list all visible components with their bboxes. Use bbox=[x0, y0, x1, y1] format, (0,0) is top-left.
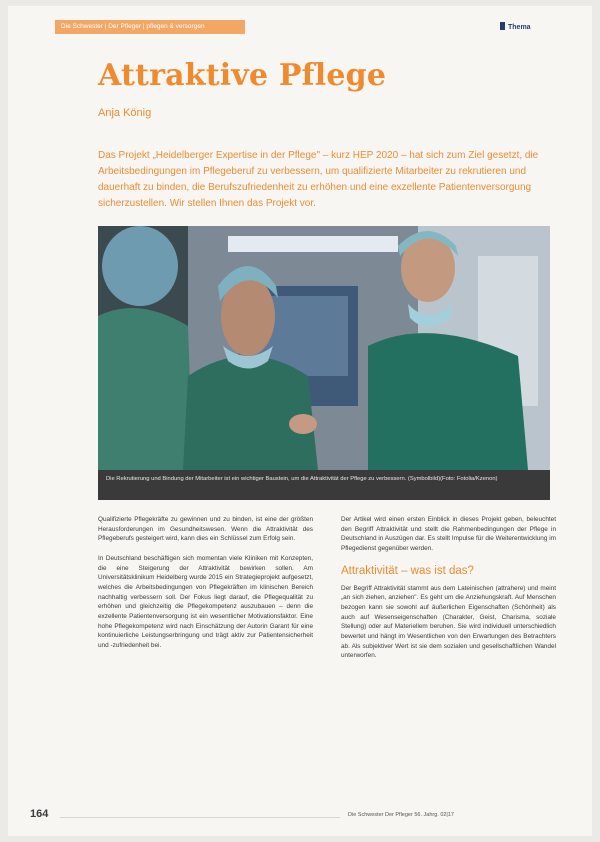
footer-divider bbox=[60, 817, 340, 818]
theme-label: Thema bbox=[508, 24, 531, 31]
surgeons-photo-illustration bbox=[98, 226, 550, 470]
paragraph: Qualifizierte Pflegekräfte zu gewinnen und zu binden, ist eine der größten Herausforderungen im Gesundheitswesen. Wenn die Attraktivität des Pflegeberufs gesteigert wird, kann dies ein Schlüssel zum Erfolg sein. bbox=[98, 516, 313, 543]
article-photo bbox=[98, 226, 550, 470]
footer-reference: Die Schwester Der Pfleger 56. Jahrg. 02|17 bbox=[348, 812, 454, 818]
paragraph: Der Begriff Attraktivität stammt aus dem Lateinischen (attrahere) und meint „an sich ziehen, anziehen". Es geht um die Anziehungskraft. Auf Menschen bezogen kann sie sowohl auf äußerlichen Eigenschaften (Schönheit) als auch auf Wesenseigenschaften (Charakter, Geist, Charisma, soziale Stellung) oder auf Materiellem beruhen. Sie wird individuell unterschiedlich bewertet und hängt im Wesentlichen von den Erwartungen des Betrachters ab. Als subjektiver Wert ist sie dem sozialen und gesellschaftlichen Wandel unterworfen. bbox=[341, 584, 556, 660]
paragraph: In Deutschland beschäftigen sich momentan viele Kliniken mit Konzepten, die eine Steigerung der Attraktivität bewirken sollen. Am Universitätsklinikum Heidelberg wurde 2015 ein Strategieprojekt aufgesetzt, welches die Arbeitsbedingungen von Pflegekräften im klinischen Bereich nachhaltig verbessern soll. Der Fokus liegt darauf, die Pflegequalität zu erhöhen und gleichzeitig die Pflegekompetenz auszubauen – denn die exzellente Patientenversorgung ist ein wesentlicher Motivationsfaktor. Eine hohe Pflegekompetenz wird nach Einschätzung der Autorin Garant für eine kontinuierliche Leistungserbringung und trägt aktiv zur Patientensicherheit und -zufriedenheit bei. bbox=[98, 554, 313, 650]
article-lead: Das Projekt „Heidelberger Expertise in der Pflege" – kurz HEP 2020 – hat sich zum Ziel gesetzt, die Arbeitsbedingungen im Pflegeberuf zu verbessern, um qualifizierte Mitarbeiter zu rekrutieren und dauerhaft zu binden, die Berufszufriedenheit zu erhöhen und eine exzellente Patientenversorgung sicherzustellen. Wir stellen Ihnen das Projekt vor. bbox=[98, 150, 539, 209]
theme-marker-icon bbox=[500, 22, 505, 30]
article-title: Attraktive Pflege bbox=[98, 58, 387, 93]
body-column-right bbox=[341, 515, 556, 671]
theme-tag bbox=[500, 22, 531, 32]
body-column-left bbox=[98, 515, 313, 661]
paragraph: Der Artikel wird einen ersten Einblick in dieses Projekt geben, beleuchtet den Begriff Attraktivität und stellt die Rahmenbedingungen der Pflege in Deutschland in Auszügen dar. Es stellt Impulse für die Weiterentwicklung im Pflegedienst gegenüber werden. bbox=[341, 516, 556, 553]
category-header: Die Schwester | Der Pfleger | pflegen & versorgen bbox=[55, 20, 245, 34]
page-number: 164 bbox=[30, 808, 49, 820]
section-heading: Attraktivität – was ist das? bbox=[341, 564, 474, 577]
photo-caption: Die Rekrutierung und Bindung der Mitarbeiter ist ein wichtiger Baustein, um die Attraktivität der Pflege zu verbessern. (Symbolbild)(Foto: Fotolia/Kzenon) bbox=[98, 470, 550, 500]
article-author: Anja König bbox=[98, 107, 152, 119]
